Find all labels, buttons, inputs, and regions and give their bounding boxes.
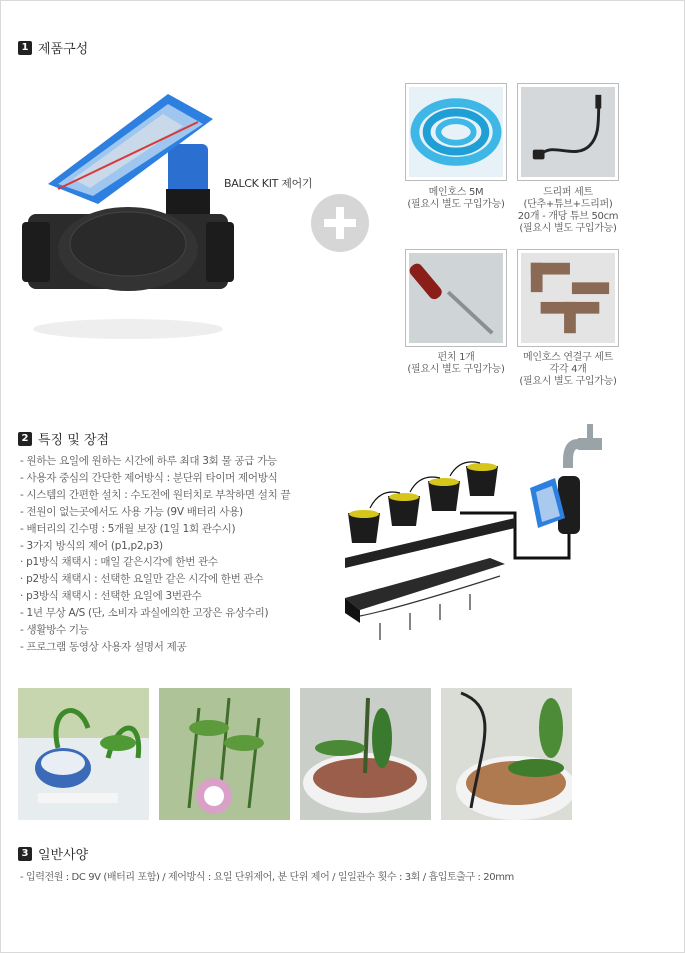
controller-image bbox=[18, 84, 238, 344]
section1-number: 1 bbox=[18, 41, 32, 55]
feature-item: - 원하는 요일에 원하는 시간에 하루 최대 3회 물 공급 가능 bbox=[20, 455, 277, 467]
section3-title: 일반사양 bbox=[38, 848, 89, 863]
feature-item: - 1년 무상 A/S (단, 소비자 과실에의한 고장은 유상수리) bbox=[20, 607, 269, 620]
section1-title: 제품구성 bbox=[38, 42, 89, 57]
installation-diagram bbox=[340, 418, 610, 648]
plant-photo-4 bbox=[441, 688, 572, 820]
features-list bbox=[20, 453, 290, 656]
feature-item: · p1방식 채택시 : 매일 같은시각에 한번 관수 bbox=[20, 556, 218, 569]
section1-heading bbox=[18, 38, 88, 57]
feature-item: · p3방식 채택시 : 선택한 요일에 3번관수 bbox=[20, 590, 202, 603]
component-caption-4: 메인호스 연결구 세트 각각 4개 (필요시 별도 구입가능) bbox=[519, 352, 617, 387]
feature-item: - 생활방수 기능 bbox=[20, 624, 89, 637]
plus-icon bbox=[311, 194, 369, 252]
plant-photo-3 bbox=[300, 688, 431, 820]
general-spec-text: - 입력전원 : DC 9V (배터리 포함) / 제어방식 : 요일 단위제어, 분 단위 제어 / 일일관수 횟수 : 3회 / 흡입토출구 : 20mm bbox=[20, 872, 514, 883]
feature-item: - 배터리의 긴수명 : 5개월 보장 (1일 1회 관수시) bbox=[20, 522, 236, 535]
main-hose-image bbox=[405, 83, 507, 181]
component-caption-1: 메인호스 5M (필요시 별도 구입가능) bbox=[407, 187, 505, 210]
section3-number: 3 bbox=[18, 847, 32, 861]
section3-heading bbox=[18, 844, 88, 863]
component-caption-3: 펀치 1개 (필요시 별도 구입가능) bbox=[407, 352, 505, 375]
feature-item: - 시스템의 간편한 설치 : 수도전에 원터치로 부착하면 설치 끝 bbox=[20, 488, 291, 501]
feature-item: - 사용자 중심의 간단한 제어방식 : 분단위 타이머 제어방식 bbox=[20, 471, 278, 484]
dripper-set-image bbox=[517, 83, 619, 181]
plant-photo-2 bbox=[159, 688, 290, 820]
section2-title: 특징 및 장점 bbox=[38, 433, 110, 448]
feature-item: - 3가지 방식의 제어 (p1,p2,p3) bbox=[20, 539, 163, 552]
feature-item: - 전원이 없는곳에서도 사용 가능 (9V 배터리 사용) bbox=[20, 505, 243, 518]
controller-label: BALCK KIT 제어기 bbox=[224, 177, 313, 190]
section2-number: 2 bbox=[18, 432, 32, 446]
punch-image bbox=[405, 249, 507, 347]
feature-item: · p2방식 채택시 : 선택한 요일만 같은 시각에 한번 관수 bbox=[20, 573, 264, 586]
feature-item: - 프로그램 동영상 사용자 설명서 제공 bbox=[20, 640, 187, 653]
section2-heading bbox=[18, 429, 109, 448]
plant-photo-1 bbox=[18, 688, 149, 820]
connector-set-image bbox=[517, 249, 619, 347]
component-caption-2: 드리퍼 세트 (단추+튜브+드리퍼) 20개 - 개당 튜브 50cm (필요시 별도 구입가능) bbox=[517, 187, 619, 234]
